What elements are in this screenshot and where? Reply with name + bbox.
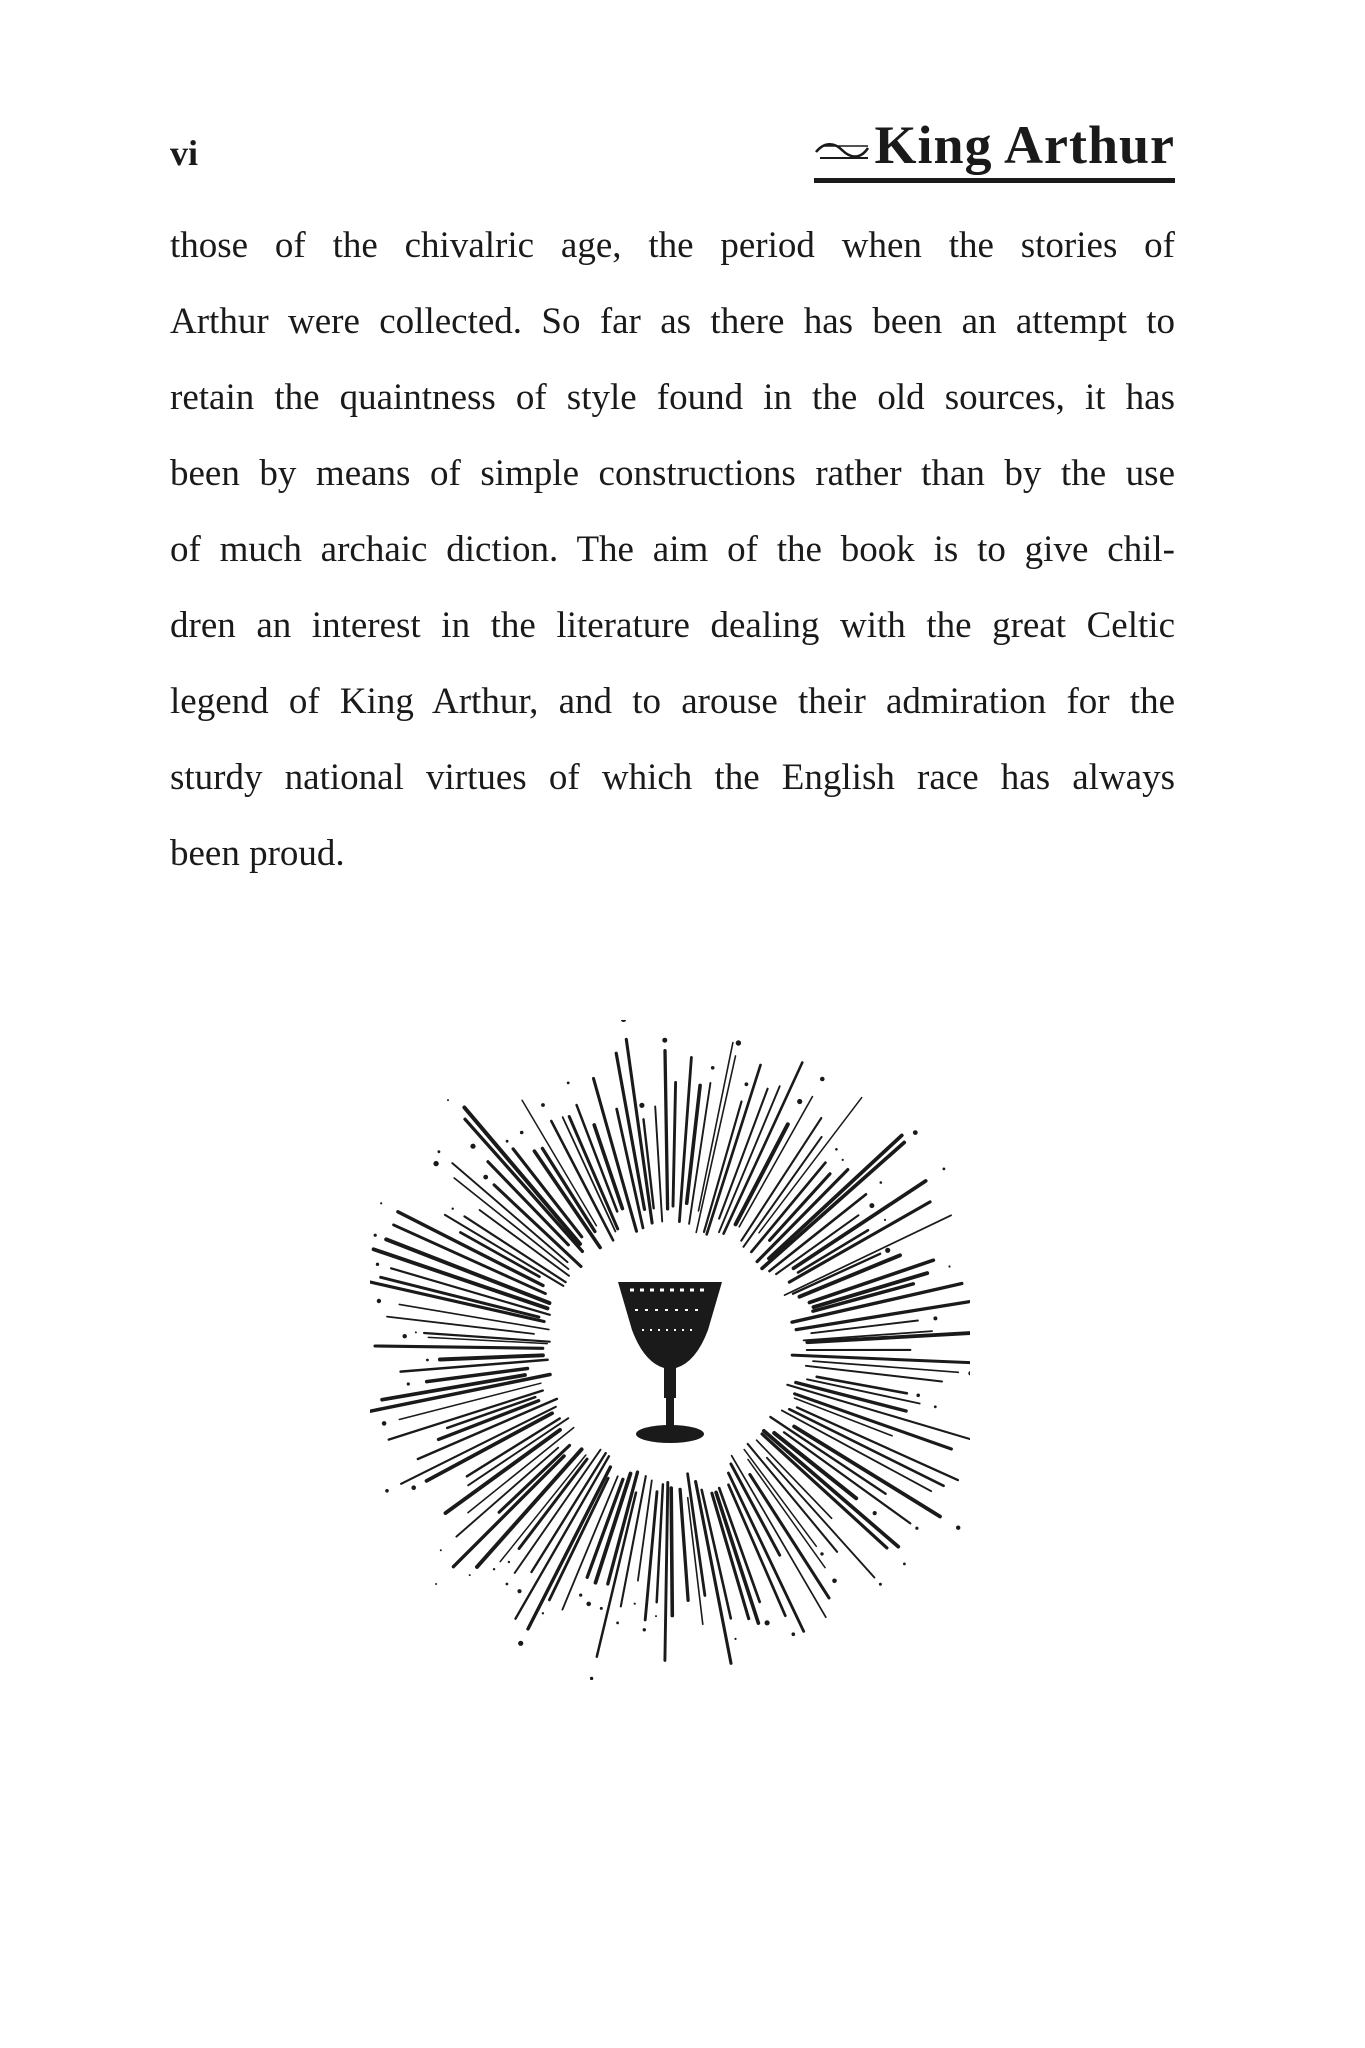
radiance-ray bbox=[587, 1479, 623, 1577]
radiance-ray bbox=[657, 1484, 663, 1602]
radiance-dot bbox=[956, 1526, 960, 1530]
body-line: Arthur were collected. So far as there has been an attempt to bbox=[170, 301, 1175, 342]
radiance-dot bbox=[948, 1265, 950, 1267]
radiance-dot bbox=[517, 1589, 521, 1593]
radiance-dot bbox=[913, 1130, 918, 1135]
radiance-dot bbox=[506, 1140, 509, 1143]
radiance-ray bbox=[401, 1407, 556, 1484]
radiance-dot bbox=[469, 1574, 471, 1576]
radiance-ray bbox=[655, 1106, 662, 1221]
radiance-dot bbox=[621, 1020, 626, 1022]
radiance-dot bbox=[483, 1175, 488, 1180]
body-line: been proud. bbox=[170, 833, 345, 874]
radiance-dot bbox=[403, 1334, 407, 1338]
radiance-dot bbox=[943, 1168, 946, 1171]
radiance-dot bbox=[586, 1602, 591, 1607]
radiance-dot bbox=[380, 1202, 382, 1204]
radiance-ray bbox=[665, 1483, 668, 1661]
radiance-dot bbox=[376, 1263, 379, 1266]
radiance-dot bbox=[884, 1219, 886, 1221]
radiance-ray bbox=[813, 1361, 958, 1372]
radiance-ray bbox=[673, 1082, 676, 1206]
grail-cup-icon bbox=[618, 1282, 722, 1443]
radiance-dot bbox=[435, 1583, 437, 1585]
radiance-dot bbox=[433, 1161, 438, 1166]
radiance-ray bbox=[814, 1273, 928, 1307]
radiance-ray bbox=[665, 1051, 668, 1209]
radiance-dot bbox=[440, 1549, 442, 1551]
body-line: sturdy national virtues of which the English race has always bbox=[170, 757, 1175, 798]
radiance-ray bbox=[577, 1105, 618, 1211]
radiance-dot bbox=[655, 1615, 657, 1617]
radiance-dot bbox=[385, 1489, 389, 1493]
body-line: of much archaic diction. The aim of the book is to give chil- bbox=[170, 529, 1175, 570]
radiance-ray bbox=[716, 1492, 758, 1623]
page-number: vi bbox=[170, 133, 199, 173]
radiance-dot bbox=[745, 1082, 749, 1086]
flourish-icon bbox=[814, 140, 870, 162]
radiance-dot bbox=[382, 1421, 387, 1426]
radiance-dot bbox=[736, 1040, 741, 1045]
radiance-dot bbox=[835, 1148, 838, 1151]
radiance-dot bbox=[518, 1641, 523, 1646]
radiance-dot bbox=[832, 1579, 837, 1584]
radiance-ray bbox=[757, 1170, 848, 1262]
radiance-dot bbox=[734, 1638, 736, 1640]
radiance-dot bbox=[934, 1405, 937, 1408]
radiance-dot bbox=[520, 1131, 524, 1135]
radiance-ray bbox=[671, 1488, 672, 1616]
radiance-dot bbox=[407, 1382, 410, 1385]
radiance-dot bbox=[820, 1552, 823, 1555]
radiance-dot bbox=[590, 1677, 593, 1680]
body-line: those of the chivalric age, the period when the stories of bbox=[170, 225, 1175, 266]
body-line: legend of King Arthur, and to arouse their admiration for the bbox=[170, 681, 1175, 722]
radiance-dot bbox=[915, 1527, 918, 1530]
running-head bbox=[814, 115, 1175, 183]
radiance-dot bbox=[426, 1359, 429, 1362]
radiance-ray bbox=[680, 1489, 688, 1600]
radiance-ray bbox=[375, 1346, 543, 1348]
radiance-dot bbox=[508, 1561, 510, 1563]
radiance-ray bbox=[494, 1185, 581, 1267]
radiance-dot bbox=[765, 1620, 770, 1625]
radiance-dot bbox=[903, 1563, 906, 1566]
radiance-ray bbox=[762, 1143, 904, 1269]
radiance-dot bbox=[438, 1150, 441, 1153]
radiance-ray bbox=[811, 1321, 918, 1334]
radiance-dot bbox=[885, 1248, 890, 1253]
holy-grail-radiance-icon bbox=[370, 1020, 970, 1680]
radiance-dot bbox=[470, 1144, 475, 1149]
radiance-dot bbox=[662, 1038, 667, 1043]
radiance-dot bbox=[968, 1371, 970, 1375]
radiance-ray bbox=[427, 1369, 528, 1382]
radiance-ray bbox=[477, 1449, 582, 1567]
radiance-dot bbox=[879, 1583, 882, 1586]
radiance-dot bbox=[600, 1607, 603, 1610]
radiance-dot bbox=[916, 1394, 920, 1398]
radiance-ray bbox=[440, 1355, 543, 1359]
radiance-ray bbox=[744, 1137, 822, 1247]
radiance-ray bbox=[762, 1434, 887, 1548]
running-title: King Arthur bbox=[874, 115, 1175, 175]
radiance-ray bbox=[387, 1317, 534, 1334]
radiance-dot bbox=[873, 1511, 877, 1515]
body-line: dren an interest in the literature dealing with the great Celtic bbox=[170, 605, 1175, 646]
radiance-ray bbox=[679, 1057, 691, 1221]
body-line: retain the quaintness of style found in the old sources, it has bbox=[170, 377, 1175, 418]
radiance-dot bbox=[411, 1485, 416, 1490]
radiance-dot bbox=[374, 1234, 377, 1237]
radiance-dot bbox=[377, 1299, 381, 1303]
radiance-dot bbox=[541, 1103, 545, 1107]
radiance-dot bbox=[447, 1099, 449, 1101]
radiance-dot bbox=[579, 1594, 582, 1597]
radiance-dot bbox=[634, 1603, 636, 1605]
radiance-dot bbox=[415, 1331, 417, 1333]
radiance-dot bbox=[842, 1159, 844, 1161]
radiance-dot bbox=[639, 1103, 644, 1108]
radiance-dot bbox=[567, 1082, 570, 1085]
radiance-dot bbox=[616, 1622, 619, 1625]
radiance-dot bbox=[933, 1316, 937, 1320]
radiance-dot bbox=[542, 1612, 544, 1614]
body-paragraph bbox=[170, 208, 1175, 892]
radiance-dot bbox=[643, 1628, 646, 1631]
radiance-dot bbox=[711, 1066, 715, 1070]
radiance-dot bbox=[797, 1099, 802, 1104]
radiance-dot bbox=[452, 1208, 454, 1210]
radiance-dot bbox=[493, 1568, 495, 1570]
radiance-dot bbox=[506, 1583, 509, 1586]
radiance-ray bbox=[516, 1456, 609, 1618]
radiance-dot bbox=[820, 1077, 825, 1082]
radiance-dot bbox=[792, 1632, 796, 1636]
radiance-dot bbox=[869, 1203, 874, 1208]
radiance-ray bbox=[704, 1102, 742, 1232]
radiance-ray bbox=[374, 1249, 548, 1308]
body-line: been by means of simple constructions rather than by the use bbox=[170, 453, 1175, 494]
radiance-dot bbox=[880, 1181, 883, 1184]
